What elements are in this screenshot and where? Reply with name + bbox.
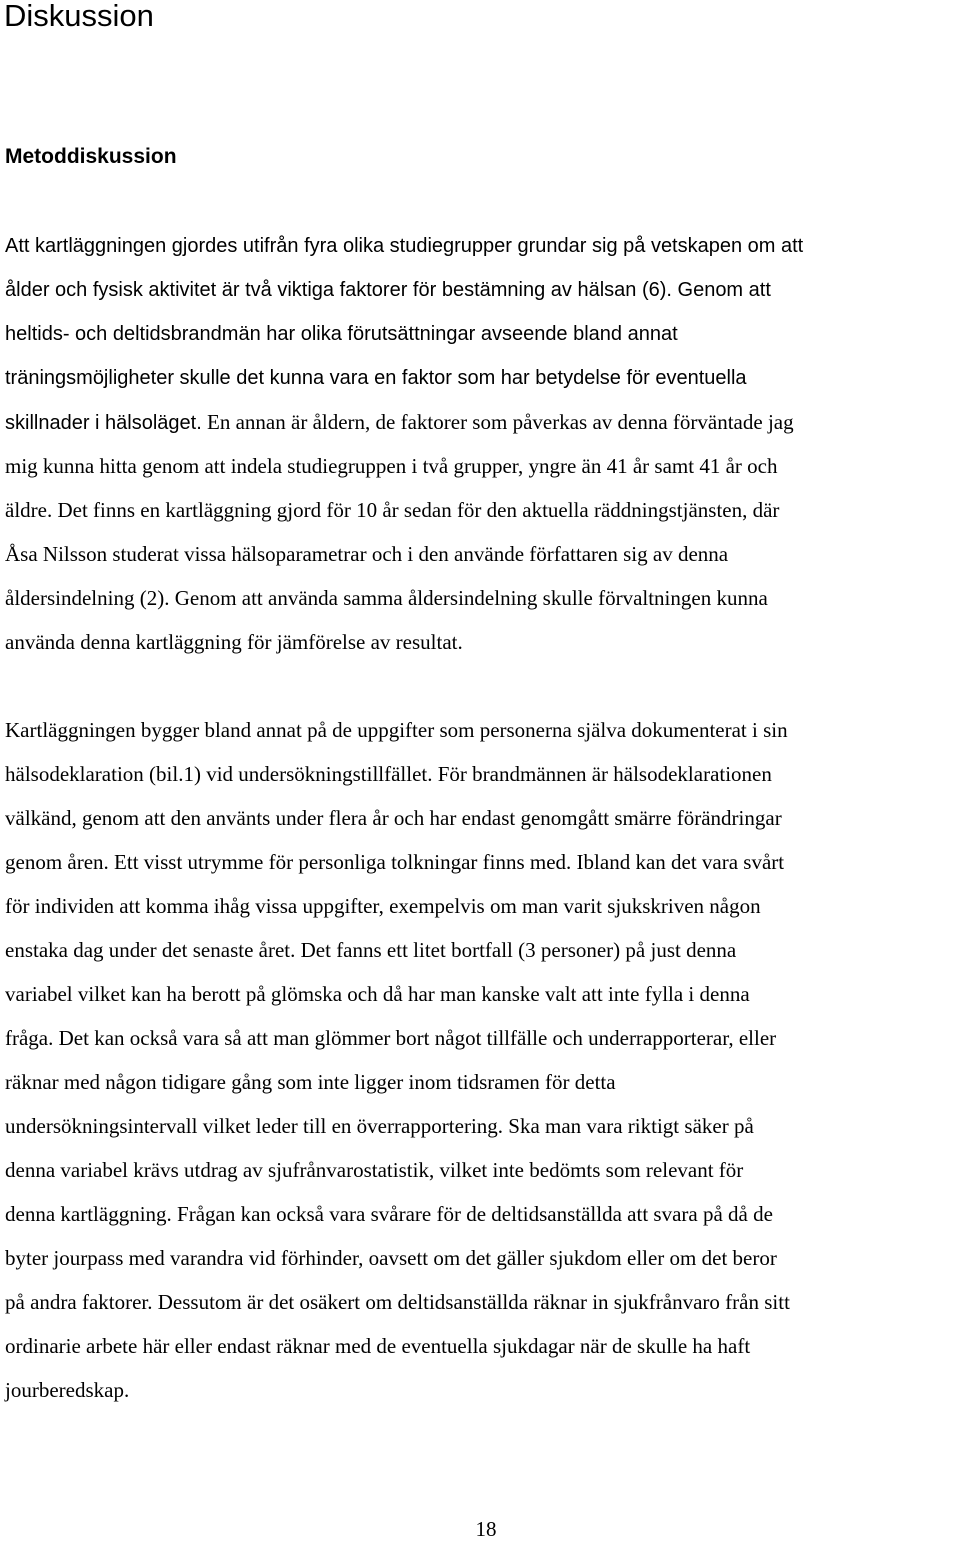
text-line: Att kartläggningen gjordes utifrån fyra olika studiegrupper grundar sig på vetskapen om att: [5, 235, 804, 257]
text-segment-sans: skillnader i hälsoläget.: [5, 412, 202, 434]
text-line: [5, 400, 803, 444]
section-heading: Diskussion: [4, 0, 154, 33]
text-line: hälsodeklaration (bil.1) vid undersökningstillfället. För brandmännen är hälsodeklarationen: [5, 762, 772, 786]
text-line: för individen att komma ihåg vissa uppgifter, exempelvis om man varit sjukskriven någon: [5, 894, 761, 918]
text-line: räknar med någon tidigare gång som inte ligger inom tidsramen för detta: [5, 1070, 616, 1094]
text-line: välkänd, genom att den använts under flera år och har endast genomgått smärre förändringar: [5, 806, 782, 830]
text-line: Åsa Nilsson studerat vissa hälsoparametrar och i den använde författaren sig av denna: [5, 542, 729, 566]
subsection-heading: Metoddiskussion: [5, 145, 177, 168]
text-line: Kartläggningen bygger bland annat på de uppgifter som personerna själva dokumenterat i sin: [5, 718, 788, 742]
text-line: på andra faktorer. Dessutom är det osäkert om deltidsanställda räknar in sjukfrånvaro från sitt: [5, 1290, 790, 1314]
text-line: enstaka dag under det senaste året. Det fanns ett litet bortfall (3 personer) på just denna: [5, 938, 737, 962]
text-line: åldersindelning (2). Genom att använda samma åldersindelning skulle förvaltningen kunna: [5, 586, 768, 610]
text-line: träningsmöjligheter skulle det kunna vara en faktor som har betydelse för eventuella: [5, 367, 747, 389]
text-line: genom åren. Ett visst utrymme för personliga tolkningar finns med. Ibland kan det vara svårt: [5, 850, 785, 874]
paragraph-method-2: [5, 708, 790, 1412]
text-line: denna kartläggning. Frågan kan också vara svårare för de deltidsanställda att svara på då de: [5, 1202, 773, 1226]
text-line: variabel vilket kan ha berott på glömska och då har man kanske valt att inte fylla i denna: [5, 982, 750, 1006]
text-line: mig kunna hitta genom att indela studiegruppen i två grupper, yngre än 41 år samt 41 år och: [5, 454, 778, 478]
paragraph-method-1: [5, 224, 803, 664]
text-line: byter jourpass med varandra vid förhinder, oavsett om det gäller sjukdom eller om det beror: [5, 1246, 777, 1270]
text-line: jourberedskap.: [5, 1378, 130, 1402]
text-segment-serif: En annan är åldern, de faktorer som påverkas av denna förväntade jag: [201, 410, 794, 434]
text-line: äldre. Det finns en kartläggning gjord för 10 år sedan för den aktuella räddningstjänsten, där: [5, 498, 780, 522]
text-line: ålder och fysisk aktivitet är två viktiga faktorer för bestämning av hälsan (6). Genom att: [5, 279, 771, 301]
text-line: undersökningsintervall vilket leder till en överrapportering. Ska man vara riktigt säker på: [5, 1114, 754, 1138]
text-line: ordinarie arbete här eller endast räknar med de eventuella sjukdagar när de skulle ha haft: [5, 1334, 751, 1358]
text-line: denna variabel krävs utdrag av sjufrånvarostatistik, vilket inte bedömts som relevant för: [5, 1158, 744, 1182]
text-line: fråga. Det kan också vara så att man glömmer bort något tillfälle och underrapporterar, eller: [5, 1026, 777, 1050]
text-line: heltids- och deltidsbrandmän har olika förutsättningar avseende bland annat: [5, 323, 678, 345]
text-line: använda denna kartläggning för jämförelse av resultat.: [5, 630, 463, 654]
page-number: 18: [475, 1517, 497, 1541]
